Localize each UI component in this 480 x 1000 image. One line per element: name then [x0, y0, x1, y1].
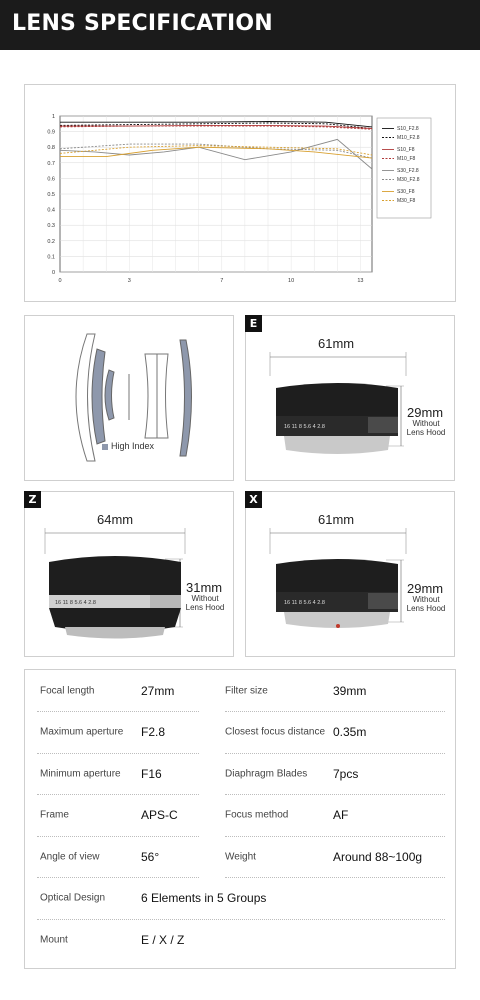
spec-label: Closest focus distance	[225, 726, 326, 738]
x-tick-label: 10	[288, 278, 295, 284]
width-label-x: 61mm	[318, 512, 355, 527]
spec-row	[37, 712, 445, 754]
lens-element-6	[180, 340, 192, 456]
spec-row	[37, 878, 445, 920]
aperture-scale-x: 16 11 8 5.6 4 2.8	[284, 600, 325, 606]
y-tick-label: 0.9	[47, 129, 55, 136]
page-header	[0, 0, 480, 50]
y-tick-label: 0.1	[47, 254, 55, 261]
spec-label: Weight	[225, 851, 256, 863]
spec-label: Filter size	[225, 685, 268, 697]
spec-label: Maximum aperture	[40, 726, 124, 738]
legend-label: M30_F8	[397, 198, 416, 204]
x-tick-label: 3	[127, 278, 131, 284]
height-note-e: Without Lens Hood	[406, 419, 446, 437]
width-label-e: 61mm	[318, 336, 355, 351]
spec-value: 39mm	[333, 683, 367, 698]
height-label-x: 29mm	[407, 581, 444, 596]
spec-label: Mount	[40, 934, 68, 946]
spec-row	[37, 795, 445, 837]
y-tick-label: 0	[51, 270, 55, 276]
y-tick-label: 0.4	[47, 207, 55, 214]
page-title: LENS SPECIFICATION	[12, 11, 273, 36]
legend-label: S30_F8	[397, 189, 415, 195]
x-tick-label: 7	[220, 278, 224, 284]
lens-element-4	[145, 354, 157, 438]
lens-element-3	[105, 370, 114, 420]
spec-label: Frame	[40, 809, 69, 821]
y-tick-label: 0.6	[47, 176, 55, 183]
legend-label: S10_F2.8	[397, 126, 419, 132]
spec-value: F16	[141, 766, 162, 781]
y-tick-label: 1	[51, 114, 55, 120]
spec-label: Diaphragm Blades	[225, 768, 308, 780]
legend-label: S30_F2.8	[397, 168, 419, 174]
aperture-scale-z: 16 11 8 5.6 4 2.8	[55, 600, 96, 606]
specs-table	[24, 669, 456, 969]
spec-label: Focus method	[225, 809, 289, 821]
x-tick-label: 13	[357, 278, 364, 284]
lens-element-2	[92, 349, 105, 444]
mtf-chart	[25, 85, 457, 303]
y-tick-label: 0.7	[47, 160, 55, 167]
legend-label: M30_F2.8	[397, 177, 420, 183]
spec-label: Focal length	[40, 685, 95, 697]
legend-label: S10_F8	[397, 147, 415, 153]
mtf-chart-panel	[24, 84, 456, 302]
spec-value: 56°	[141, 849, 160, 864]
spec-value: 0.35m	[333, 725, 367, 740]
y-tick-label: 0.2	[47, 238, 55, 245]
height-label-z: 31mm	[186, 580, 223, 595]
spec-value: 27mm	[141, 683, 175, 698]
optical-diagram	[25, 316, 235, 482]
optical-diagram-panel	[24, 315, 234, 481]
y-tick-label: 0.3	[47, 223, 55, 230]
legend-label: M10_F2.8	[397, 135, 420, 141]
spec-row	[37, 670, 445, 712]
spec-value: Around 88~100g	[333, 849, 423, 864]
y-tick-label: 0.5	[47, 192, 55, 198]
spec-row	[37, 919, 445, 961]
spec-value: 7pcs	[333, 766, 359, 781]
lens-view-z	[24, 491, 234, 657]
spec-row	[37, 836, 445, 878]
mount-badge-x: X	[245, 491, 262, 508]
high-index-label: High Index	[111, 441, 155, 451]
spec-value: AF	[333, 808, 349, 823]
x-tick-label: 0	[58, 278, 62, 284]
high-index-swatch	[102, 444, 108, 450]
aperture-scale-e: 16 11 8 5.6 4 2.8	[284, 424, 325, 430]
spec-row	[37, 753, 445, 795]
spec-value: 6 Elements in 5 Groups	[141, 891, 267, 906]
height-label-e: 29mm	[407, 405, 444, 420]
spec-value: F2.8	[141, 725, 166, 740]
spec-value: E / X / Z	[141, 932, 185, 947]
height-note-z: Without Lens Hood	[185, 594, 225, 612]
spec-label: Minimum aperture	[40, 768, 121, 780]
lens-view-e	[245, 315, 455, 481]
spec-label: Optical Design	[40, 892, 106, 904]
mount-badge-z: Z	[24, 491, 41, 508]
width-label-z: 64mm	[97, 512, 134, 527]
spec-value: APS-C	[141, 808, 178, 823]
lens-element-5	[157, 354, 168, 438]
legend-label: M10_F8	[397, 156, 416, 162]
spec-label: Angle of view	[40, 851, 100, 863]
mount-badge-e: E	[245, 315, 262, 332]
height-note-x: Without Lens Hood	[406, 595, 446, 613]
lens-view-x	[245, 491, 455, 657]
y-tick-label: 0.8	[47, 145, 55, 152]
